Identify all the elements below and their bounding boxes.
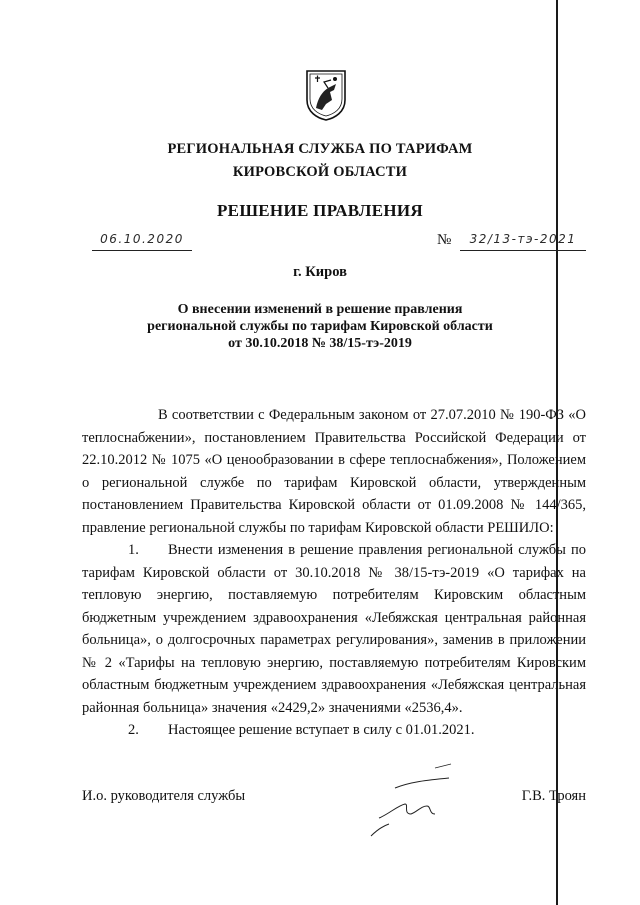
item-number: 1. [128,542,139,558]
signer-position: И.о. руководителя службы [82,788,246,804]
preamble-paragraph: В соответствии с Федеральным законом от 27.07.2010 № 190-ФЗ «О теплоснабжении», постановлением Правительства Российской Федерации от 22.10.2012 № 1075 «О ценообразовании в сфере теплоснабжения», Положением о региональной службе по тарифам Кировской области, утвержденным постановлением Правительства Кировской области от 01.09.2008 № 144/365, правление региональной службы по тарифам Кировской области РЕШИЛО: [82,407,586,536]
list-item [82,719,586,742]
signer-name: Г.В. Троян [521,788,586,804]
subject-line: О внесении изменений в решение правления [177,302,463,317]
handwritten-signature [365,758,455,848]
number-label: № [437,232,452,248]
subject-line: региональной службы по тарифам Кировской области [147,319,493,334]
org-name-line1: РЕГИОНАЛЬНАЯ СЛУЖБА ПО ТАРИФАМ [167,141,473,157]
document-body [82,404,586,742]
list-item [82,539,586,719]
subject-line: от 30.10.2018 № 38/15-тэ-2019 [228,336,412,351]
city: г. Киров [293,264,347,280]
document-type-title: РЕШЕНИЕ ПРАВЛЕНИЯ [217,201,423,220]
document-date: 06.10.2020 [92,232,192,251]
document-number: 32/13-тэ-2021 [460,232,586,251]
item-number: 2. [128,722,139,738]
kirov-coat-of-arms-icon [304,68,348,122]
item-text: Внести изменения в решение правления региональной службы по тарифам Кировской области от 30.10.2018 № 38/15-тэ-2019 «О тарифах на тепловую энергию, поставляемую потребителям Кировским областным бюджетным учреждением здравоохранения «Лебяжская центральная районная больница», о долгосрочных параметрах регулирования», заменив в приложении № 2 «Тарифы на тепловую энергию, поставляемую потребителям Кировским областным бюджетным учреждением здравоохранения «Лебяжская центральная районная больница» значения «2429,2» значениями «2536,4». [82,542,586,716]
item-text: Настоящее решение вступает в силу с 01.01.2021. [168,722,475,738]
document-subject [0,301,640,352]
org-name-line2: КИРОВСКОЙ ОБЛАСТИ [232,164,408,180]
